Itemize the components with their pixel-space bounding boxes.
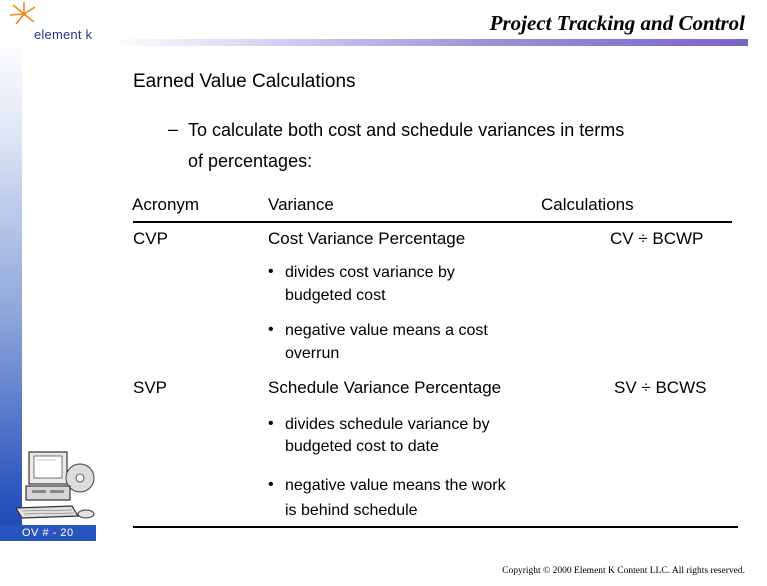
row-cvp-bullet-2-line-2: overrun	[285, 345, 340, 362]
presentation-title: Project Tracking and Control	[489, 11, 745, 35]
row-svp-bullet-2-line-1: negative value means the work	[285, 477, 506, 494]
row-cvp-bullet-1-line-2: budgeted cost	[285, 287, 386, 304]
bullet-marker: •	[268, 415, 274, 432]
row-svp-acronym: SVP	[133, 378, 168, 397]
row-cvp-bullet-1-line-1: divides cost variance by	[285, 264, 455, 281]
row-cvp-variance: Cost Variance Percentage	[268, 229, 466, 248]
bullet-marker: •	[268, 263, 274, 280]
bullet-marker: •	[268, 476, 274, 493]
table-bottom-rule	[133, 526, 738, 528]
row-cvp-bullet-2-line-1: negative value means a cost	[285, 322, 488, 339]
slide-number: OV # - 20	[22, 527, 74, 539]
intro-dash: –	[168, 119, 179, 139]
row-svp-bullet-2-line-2: is behind schedule	[285, 502, 418, 519]
column-header-variance: Variance	[268, 195, 334, 214]
row-svp-bullet-1-line-2: budgeted cost to date	[285, 438, 439, 455]
computer-illustration-icon	[12, 448, 98, 526]
row-svp-calculation: SV ÷ BCWS	[614, 378, 707, 397]
intro-text-line-1: To calculate both cost and schedule variances in terms	[188, 120, 625, 140]
logo-wordmark: element k	[34, 27, 93, 42]
row-svp-bullet-1-line-1: divides schedule variance by	[285, 416, 490, 433]
row-cvp-acronym: CVP	[133, 229, 168, 248]
header-gradient-bar	[106, 39, 748, 46]
bullet-marker: •	[268, 321, 274, 338]
table-header-rule	[133, 221, 732, 223]
row-svp-variance: Schedule Variance Percentage	[268, 378, 502, 397]
slide-heading: Earned Value Calculations	[133, 71, 356, 92]
column-header-acronym: Acronym	[132, 195, 200, 214]
column-header-calculations: Calculations	[541, 195, 634, 214]
row-cvp-calculation: CV ÷ BCWP	[610, 229, 704, 248]
intro-text-line-2: of percentages:	[188, 151, 313, 171]
copyright-notice: Copyright © 2000 Element K Content LLC. All rights reserved.	[502, 566, 745, 576]
